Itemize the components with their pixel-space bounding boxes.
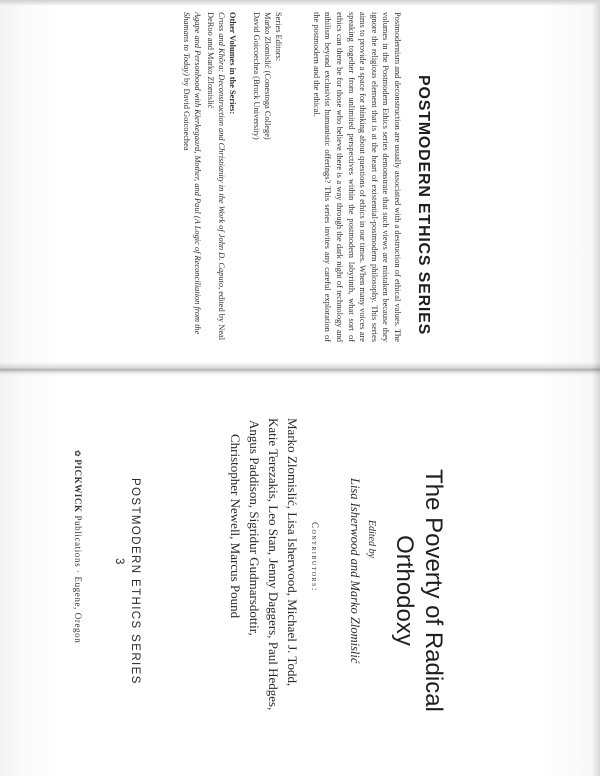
book-title-line-2: Orthodoxy (391, 535, 418, 646)
series-description (310, 12, 403, 342)
other-volume-entry (181, 12, 203, 342)
publisher-line (73, 450, 83, 643)
contributor-line: Christopher Newell, Marcus Pound (228, 434, 243, 619)
other-volume-credit: , edited by Neal DeRoo and Marko Zlomislić (205, 12, 226, 341)
edited-by-label: Edited by (366, 520, 377, 559)
book-spine-shadow (0, 362, 600, 376)
publisher-name: PICKWICK (73, 459, 83, 513)
series-editors-block (250, 12, 284, 140)
book-title (390, 468, 448, 713)
series-description-text: Postmodernism and deconstruction are usually associated with a destruction of ethical values. The volumes in the Postmodern Ethics series demonstrate that such views are mistaken because they ignore the religious element that is at the heart of existential-postmodern philosophy. This series aims to provide a space for thinking about questions of ethics in our times. When many voices are speaking together from unlimited perspectives within the postmodern labyrinth, what sort of ethics can there be for those who believe there is a way through the dark night of technology and nihilism beyond exclusivist humanistic offerings? This series invites any careful exploration of the postmodern and the ethical. (311, 12, 402, 342)
series-editor-1: Marko Zlomislić (Conestoga College) (262, 12, 272, 140)
other-volume-credit: by David Goicoechea (182, 75, 192, 151)
other-volume-title: Agape and Personhood with Kierkegaard, Mother, and Paul (A Logic of Reconciliation from the Shamans to Today) (182, 12, 203, 335)
publisher-location: Publications · Eugene, Oregon (73, 512, 83, 644)
other-volume-entry (204, 12, 226, 342)
series-editor-2: David Goicoechea (Brock University) (251, 12, 261, 140)
other-volume-title: Cross and Khôra: Deconstruction and Christianity in the Work of John D. Caputo (216, 12, 226, 288)
book-title-line-1: The Poverty of Radical (420, 469, 447, 712)
series-heading: POSTMODERN ETHICS SERIES (415, 75, 432, 336)
contributor-line: Marko Zlomislić, Lisa Isherwood, Michael J. Todd, (285, 418, 300, 687)
series-name-footer: POSTMODERN ETHICS SERIES (129, 478, 141, 685)
other-volumes-label: Other Volumes in the Series: (228, 12, 237, 115)
volume-editors: Lisa Isherwood and Marko Zlomislić (348, 478, 362, 664)
other-volumes-block (180, 12, 238, 342)
publisher-logo-icon: ✿ (73, 450, 82, 458)
contributors-label: Contributors: (310, 522, 320, 592)
contributor-line: Katie Terezakis, Leo Stan, Jenny Daggers, Paul Hedges, (266, 418, 281, 711)
scan-edge (0, 0, 600, 6)
scan-edge-right (592, 0, 600, 776)
series-number: 3 (113, 558, 125, 565)
contributor-line: Angus Paddison, Sigridur Gudmarsdottir, (247, 420, 262, 636)
series-editors-label: Series Editors: (274, 12, 283, 62)
